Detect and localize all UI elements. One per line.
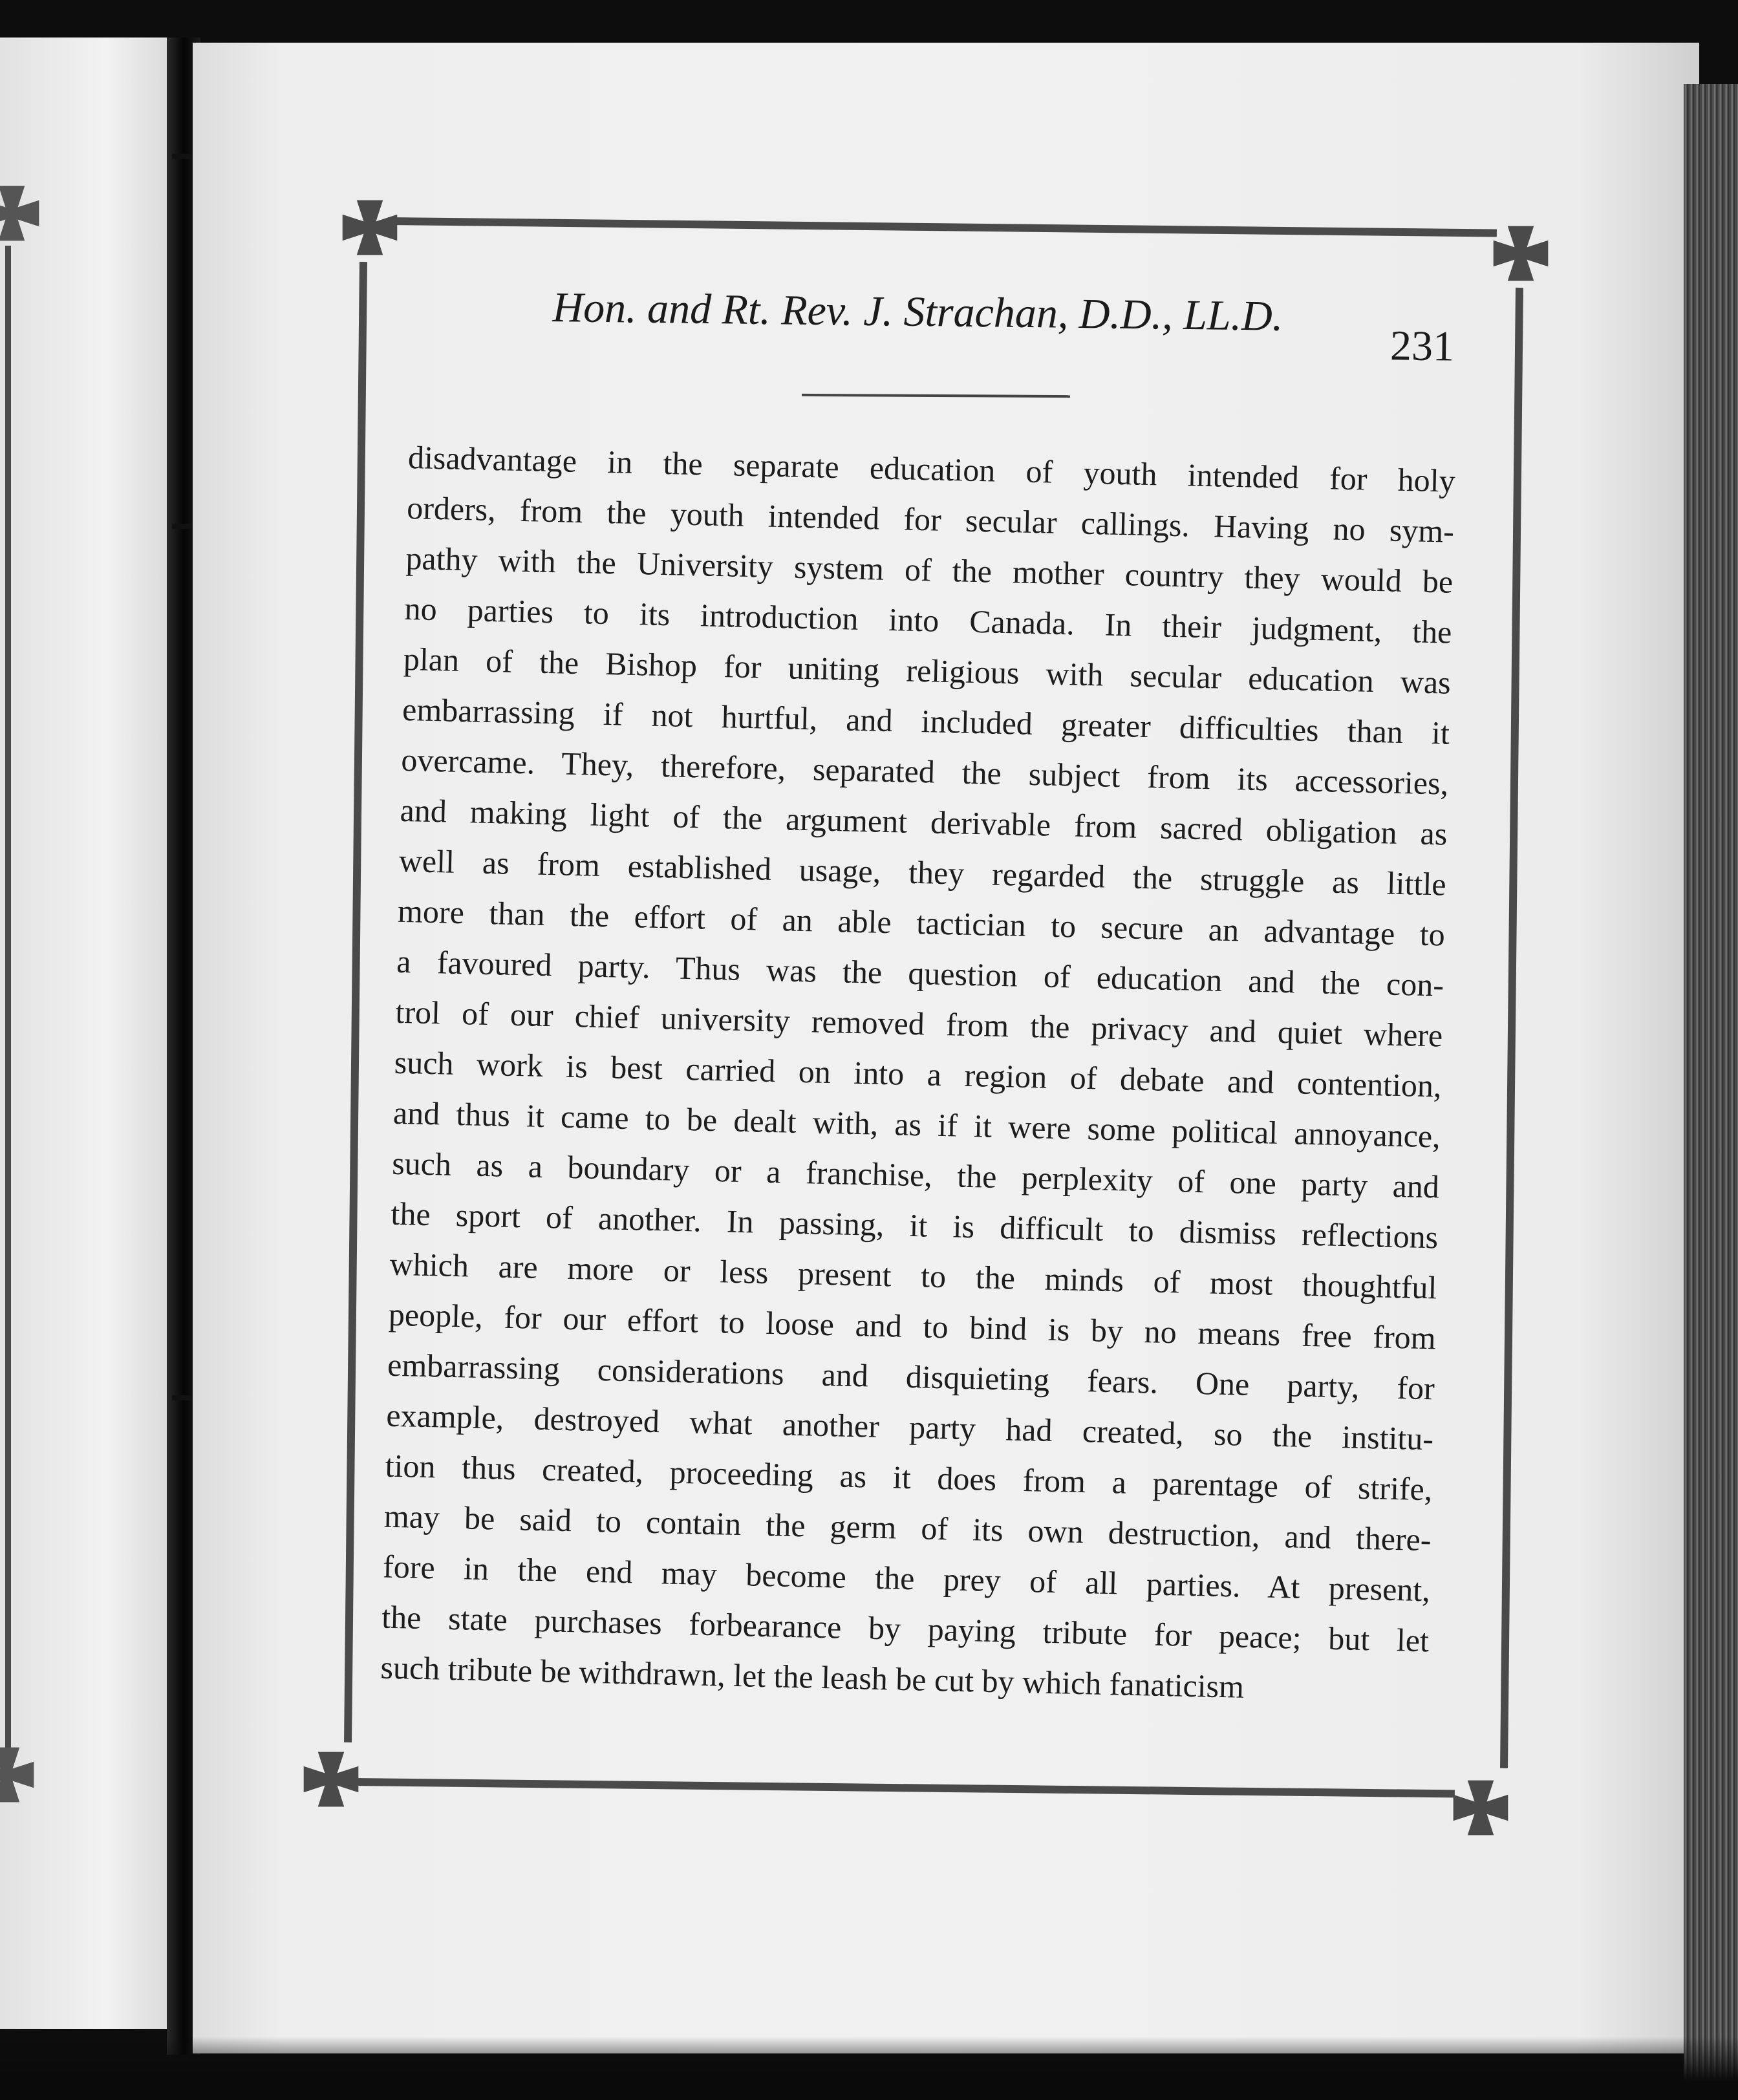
text-line: example, destroyed what another party had created, so the institu- — [385, 1397, 1434, 1457]
page-number: 231 — [1389, 322, 1455, 370]
text-line: and making light of the argument derivable from sacred obligation as — [400, 791, 1448, 852]
spine-mark — [172, 154, 195, 159]
text-line: more than the effort of an able tactician to secure an advantage to — [397, 892, 1446, 953]
scan-shadow — [0, 2037, 1738, 2100]
text-line: a favoured party. Thus was the question of education and the con- — [396, 943, 1444, 1003]
facing-frame-rule — [5, 246, 11, 1759]
text-line: trol of our chief university removed from the privacy and quiet where — [395, 993, 1443, 1054]
spine-mark — [172, 524, 195, 529]
text-line: no parties to its introduction into Canada. In their judgment, the — [404, 590, 1453, 650]
text-line: the sport of another. In passing, it is difficult to dismiss reflections — [390, 1195, 1439, 1256]
text-line: embarrassing considerations and disquieting fears. One party, for — [387, 1346, 1435, 1407]
text-line: the state purchases forbearance by paying tribute for peace; but let — [381, 1598, 1430, 1659]
body-text — [380, 432, 1456, 1716]
spine-mark — [172, 1395, 195, 1400]
facing-page-left — [0, 38, 176, 2029]
page-edges — [1684, 84, 1738, 2100]
text-line: overcame. They, therefore, separated the subject from its accessories, — [400, 741, 1449, 802]
text-line: well as from established usage, they regarded the struggle as little — [398, 842, 1447, 903]
maltese-cross-icon — [301, 1750, 361, 1809]
text-line: such tribute be withdrawn, let the leash be cut by which fanaticism — [380, 1649, 1245, 1705]
text-line: orders, from the youth intended for secular callings. Having no sym- — [406, 489, 1455, 550]
maltese-cross-icon — [1491, 224, 1550, 283]
text-line: disadvantage in the separate education of youth intended for holy — [407, 438, 1456, 499]
maltese-cross-icon — [1451, 1778, 1510, 1838]
maltese-cross-icon — [0, 1745, 36, 1805]
text-line: may be said to contain the germ of its own destruction, and there- — [383, 1497, 1432, 1558]
text-line: plan of the Bishop for uniting religious with secular education was — [403, 640, 1452, 701]
running-head-title: Hon. and Rt. Rev. J. Strachan, D.D., LL.D. — [552, 283, 1283, 340]
text-line: tion thus created, proceeding as it does from a parentage of strife, — [385, 1447, 1433, 1508]
text-line: and thus it came to be dealt with, as if it were some political annoyance, — [392, 1094, 1441, 1155]
text-line: pathy with the University system of the mother country they would be — [405, 539, 1454, 600]
text-line: such work is best carried on into a region of debate and contention, — [394, 1044, 1443, 1104]
text-line: people, for our effort to loose and to bind is by no means free from — [388, 1296, 1437, 1356]
text-line: which are more or less present to the minds of most thoughtful — [389, 1245, 1438, 1306]
text-line: embarrassing if not hurtful, and included greater difficulties than it — [402, 691, 1450, 751]
text-line: fore in the end may become the prey of all parties. At present, — [382, 1548, 1431, 1609]
maltese-cross-icon — [340, 198, 400, 257]
text-line: such as a boundary or a franchise, the perplexity of one party and — [391, 1144, 1440, 1205]
maltese-cross-icon — [0, 184, 41, 243]
